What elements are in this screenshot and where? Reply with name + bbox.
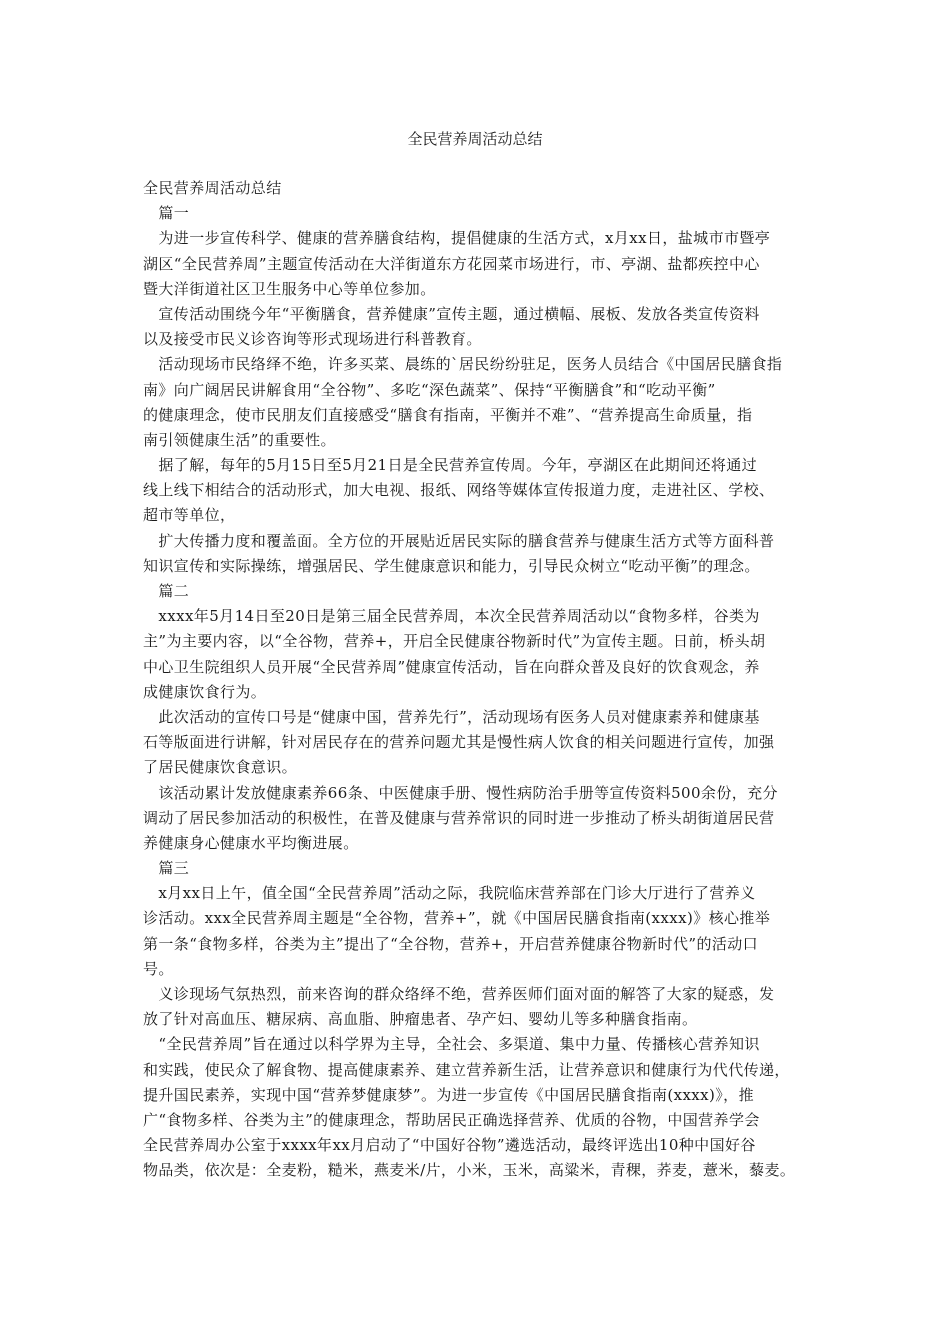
text-line: 石等版面进行讲解，针对居民存在的营养问题尤其是慢性病人饮食的相关问题进行宣传，加强 [143, 733, 775, 752]
document-title: 全民营养周活动总结 [407, 130, 543, 148]
text-line: 了居民健康饮食意识。 [143, 758, 298, 777]
text-line: 暨大洋街道社区卫生服务中心等单位参加。 [143, 279, 436, 298]
text-line: “全民营养周”旨在通过以科学界为主导，全社会、多渠道、集中力量、传播核心营养知识 [143, 1035, 760, 1054]
text-line: 据了解，每年的5月15日至5月21日是全民营养宣传周。今年，亭湖区在此期间还将通过 [143, 456, 758, 475]
text-line: 南引领健康生活”的重要性。 [143, 430, 336, 449]
text-line: 以及接受市民义诊咨询等形式现场进行科普教育。 [143, 330, 482, 349]
text-line: x月xx日上午，值全国“全民营养周”活动之际，我院临床营养部在门诊大厅进行了营养义 [143, 884, 756, 903]
text-line: 全民营养周活动总结 [143, 179, 282, 197]
text-line: 该活动累计发放健康素养66条、中医健康手册、慢性病防治手册等宣传资料500余份，充分 [143, 783, 778, 802]
text-line: 调动了居民参加活动的积极性，在普及健康与营养常识的同时进一步推动了桥头胡街道居民营 [143, 808, 775, 827]
text-line: 物品类，依次是：全麦粉，糙米，燕麦米/片，小米，玉米，高粱米，青稞，荞麦，薏米，藜麦。 [143, 1161, 796, 1180]
text-line: 第一条“食物多样，谷类为主”提出了“全谷物，营养+，开启营养健康谷物新时代”的活动口 [143, 934, 759, 953]
text-line: 义诊现场气氛热烈，前来咨询的群众络绎不绝，营养医师们面对面的解答了大家的疑惑，发 [143, 985, 775, 1003]
text-line: 知识宣传和实际操练，增强居民、学生健康意识和能力，引导民众树立“吃动平衡”的理念。 [143, 556, 760, 575]
text-line: 养健康身心健康水平均衡进展。 [143, 833, 359, 852]
text-line: 扩大传播力度和覆盖面。全方位的开展贴近居民实际的膳食营养与健康生活方式等方面科普 [143, 531, 775, 550]
text-line: 宣传活动围绕今年“平衡膳食，营养健康”宣传主题，通过横幅、展板、发放各类宣传资料 [143, 304, 760, 323]
text-line: 成健康饮食行为。 [143, 682, 267, 701]
text-line: 广“食物多样、谷类为主”的健康理念，帮助居民正确选择营养、优质的谷物，中国营养学会 [143, 1110, 760, 1129]
text-line: 主”为主要内容，以“全谷物，营养+，开启全民健康谷物新时代”为宣传主题。日前，桥头胡 [143, 632, 766, 651]
document-body [143, 176, 823, 1184]
text-line: 全民营养周办公室于xxxx年xx月启动了“中国好谷物”遴选活动，最终评选出10种中国好谷 [143, 1136, 756, 1155]
text-line: 诊活动。xxx全民营养周主题是“全谷物，营养+”，就《中国居民膳食指南(xxxx)》核心推举 [143, 909, 771, 928]
text-line: 篇三 [143, 859, 190, 878]
text-line: xxxx年5月14日至20日是第三届全民营养周，本次全民营养周活动以“食物多样，谷类为 [143, 607, 760, 626]
text-line: 和实践，使民众了解食物、提高健康素养、建立营养新生活，让营养意识和健康行为代代传递， [143, 1060, 790, 1079]
text-line: 篇二 [143, 582, 190, 600]
text-line: 中心卫生院组织人员开展“全民营养周”健康宣传活动，旨在向群众普及良好的饮食观念，养 [143, 657, 760, 676]
text-line: 为进一步宣传科学、健康的营养膳食结构，提倡健康的生活方式，x月xx日，盐城市市暨亭 [143, 229, 771, 248]
text-line: 放了针对高血压、糖尿病、高血脂、肿瘤患者、孕产妇、婴幼儿等多种膳食指南。 [143, 1010, 698, 1029]
text-line: 提升国民素养，实现中国“营养梦健康梦”。为进一步宣传《中国居民膳食指南(xxxx)》，推 [143, 1085, 754, 1104]
text-line: 此次活动的宣传口号是“健康中国，营养先行”，活动现场有医务人员对健康素养和健康基 [143, 707, 760, 726]
text-line: 超市等单位， [143, 506, 236, 525]
text-line: 号。 [143, 959, 174, 978]
text-line: 湖区“全民营养周”主题宣传活动在大洋街道东方花园菜市场进行，市、亭湖、盐都疾控中心 [143, 254, 760, 273]
text-line: 线上线下相结合的活动形式，加大电视、报纸、网络等媒体宣传报道力度，走进社区、学校、 [143, 481, 775, 500]
text-line: 篇一 [143, 204, 190, 223]
text-line: 活动现场市民络绎不绝，许多买菜、晨练的`居民纷纷驻足，医务人员结合《中国居民膳食指 [143, 355, 783, 374]
text-line: 南》向广阔居民讲解食用“全谷物”、多吃“深色蔬菜”、保持“平衡膳食”和“吃动平衡” [143, 380, 716, 399]
text-line: 的健康理念，使市民朋友们直接感受“膳食有指南，平衡并不难”、“营养提高生命质量，指 [143, 405, 753, 424]
